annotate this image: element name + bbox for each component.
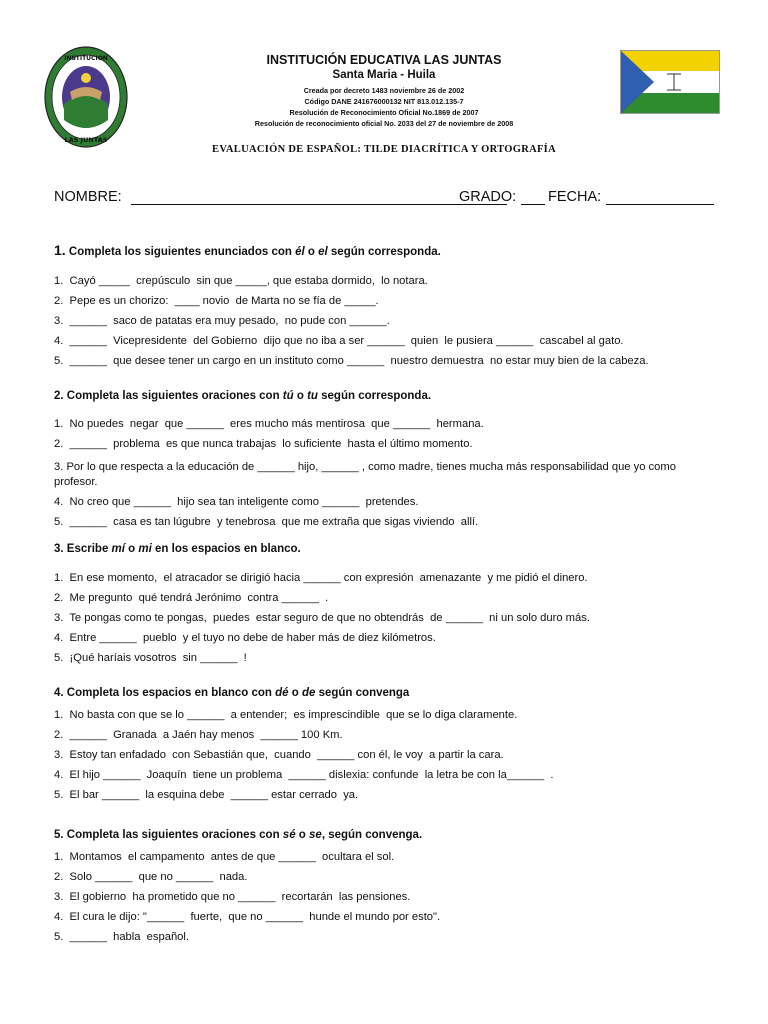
exercise-item: 1. No basta con que se lo ______ a entender; es imprescindible que se lo diga claramente. bbox=[54, 709, 518, 721]
exercise-item: 5. ______ que desee tener un cargo en un instituto como ______ nuestro demuestra no estar muy bien de la cabeza. bbox=[54, 355, 649, 367]
resolution-line-1: Resolución de Reconocimiento Oficial No.1869 de 2007 bbox=[289, 108, 479, 117]
section-title-w1: sé bbox=[282, 829, 296, 841]
section-title-mid: o bbox=[124, 543, 139, 555]
section-title-num: 5. bbox=[54, 829, 64, 841]
exercise-item: 3. El gobierno ha prometido que no ______ recortarán las pensiones. bbox=[54, 891, 411, 903]
section-title-w1: mí bbox=[111, 543, 125, 555]
exercise-item: 2. ______ Granada a Jaén hay menos ______ 100 Km. bbox=[54, 729, 343, 741]
section-title-num: 2. bbox=[54, 390, 64, 402]
section-4-title bbox=[54, 687, 409, 699]
exercise-item: 1. Cayó _____ crepúsculo sin que _____, que estaba dormido, lo notara. bbox=[54, 275, 428, 287]
exercise-item: 4. El hijo ______ Joaquín tiene un problema ______ dislexia: confunde la letra be con la______ . bbox=[54, 769, 554, 781]
section-title-w1: dé bbox=[275, 687, 289, 699]
decree-line: Creada por decreto 1483 noviembre 26 de 2002 bbox=[303, 86, 465, 95]
exercise-item: 4. Entre ______ pueblo y el tuyo no debe de haber más de diez kilómetros. bbox=[54, 632, 436, 644]
exercise-item: 3. Por lo que respecta a la educación de ______ hijo, ______ , como madre, tienes mucha más responsabilidad que yo como profesor. bbox=[54, 461, 676, 488]
section-title-post: según corresponda. bbox=[317, 390, 432, 402]
exercise-item: 4. ______ Vicepresidente del Gobierno dijo que no iba a ser ______ quien le pusiera ______ cascabel al gato. bbox=[54, 335, 624, 347]
resolution-line-2: Resolución de reconocimiento oficial No. 2033 del 27 de noviembre de 2008 bbox=[254, 119, 514, 128]
section-title-pre: Completa los siguientes enunciados con bbox=[65, 246, 296, 258]
date-field[interactable] bbox=[606, 204, 714, 205]
section-2-title bbox=[54, 390, 431, 402]
section-title-w2: el bbox=[318, 246, 328, 258]
section-title-w2: mi bbox=[138, 543, 152, 555]
institution-city: Santa Maria - Huila bbox=[332, 69, 436, 81]
section-title-num: 3. bbox=[54, 543, 64, 555]
date-label: FECHA: bbox=[548, 189, 602, 205]
exercise-item: 1. En ese momento, el atracador se dirigió hacia ______ con expresión amenazante y me pidió el dinero. bbox=[54, 572, 588, 584]
section-title-mid: o bbox=[288, 687, 302, 699]
exercise-item: 2. Solo ______ que no ______ nada. bbox=[54, 871, 248, 883]
name-label: NOMBRE: bbox=[54, 189, 122, 205]
section-title-pre: Completa las siguientes oraciones con bbox=[63, 390, 283, 402]
exercise-item: 3. Estoy tan enfadado con Sebastián que, cuando ______ con él, le voy a partir la cara. bbox=[54, 749, 504, 761]
svg-text:LAS JUNTAS: LAS JUNTAS bbox=[64, 136, 108, 144]
exercise-item: 1. Montamos el campamento antes de que ______ ocultara el sol. bbox=[54, 851, 395, 863]
student-info-row bbox=[54, 189, 714, 209]
section-title-post: según convenga bbox=[315, 687, 410, 699]
section-title-num: 1. bbox=[54, 242, 66, 258]
exercise-item: 2. ______ problema es que nunca trabajas lo suficiente hasta el último momento. bbox=[54, 438, 473, 450]
dane-line: Código DANE 241676000132 NIT 813.012.135-7 bbox=[304, 97, 464, 106]
exercise-item: 5. El bar ______ la esquina debe ______ estar cerrado ya. bbox=[54, 789, 359, 801]
grade-label: GRADO: bbox=[459, 189, 517, 205]
section-title-post: en los espacios en blanco. bbox=[151, 543, 301, 555]
exercise-item: 4. El cura le dijo: "______ fuerte, que no ______ hunde el mundo por esto". bbox=[54, 911, 441, 923]
exercise-item: 5. ______ casa es tan lúgubre y tenebrosa que me extraña que sigas viviendo allí. bbox=[54, 516, 479, 528]
section-title-pre: Completa los espacios en blanco con bbox=[63, 687, 276, 699]
institution-name: INSTITUCIÓN EDUCATIVA LAS JUNTAS bbox=[266, 53, 502, 67]
section-title-mid: o bbox=[304, 246, 319, 258]
exercise-item: 5. ¡Qué haríais vosotros sin ______ ! bbox=[54, 652, 247, 664]
section-title-post: según corresponda. bbox=[327, 246, 441, 258]
section-title-pre: Escribe bbox=[63, 543, 112, 555]
grade-field[interactable] bbox=[521, 204, 545, 205]
exercise-item: 1. No puedes negar que ______ eres mucho más mentirosa que ______ hermana. bbox=[54, 418, 484, 430]
section-1-title bbox=[54, 242, 441, 258]
section-title-num: 4. bbox=[54, 687, 64, 699]
section-title-w2: de bbox=[301, 687, 316, 699]
exercise-item: 2. Pepe es un chorizo: ____ novio de Marta no se fía de _____. bbox=[54, 295, 379, 307]
exercise-item: 2. Me pregunto qué tendrá Jerónimo contra ______ . bbox=[54, 592, 329, 604]
section-5-title bbox=[54, 829, 422, 841]
evaluation-title: EVALUACIÓN DE ESPAÑOL: TILDE DIACRÍTICA Y ORTOGRAFÍA bbox=[212, 144, 556, 155]
section-title-mid: o bbox=[295, 829, 310, 841]
section-title-mid: o bbox=[293, 390, 308, 402]
svg-text:INSTITUCION: INSTITUCION bbox=[64, 55, 108, 62]
exercise-item: 3. ______ saco de patatas era muy pesado, no pude con ______. bbox=[54, 315, 390, 327]
name-field[interactable] bbox=[131, 204, 507, 205]
section-title-w1: él bbox=[295, 246, 305, 258]
section-title-w2: se bbox=[309, 829, 322, 841]
section-title-pre: Completa las siguientes oraciones con bbox=[63, 829, 283, 841]
section-3-title bbox=[54, 543, 301, 555]
section-title-post: , según convenga. bbox=[321, 829, 423, 841]
section-title-w2: tu bbox=[307, 390, 318, 402]
exercise-item: 5. ______ habla español. bbox=[54, 931, 189, 943]
section-title-w1: tú bbox=[282, 390, 294, 402]
exercise-item: 4. No creo que ______ hijo sea tan inteligente como ______ pretendes. bbox=[54, 496, 419, 508]
exercise-item: 3. Te pongas como te pongas, puedes estar seguro de que no obtendrás de ______ ni un solo duro más. bbox=[54, 612, 590, 624]
